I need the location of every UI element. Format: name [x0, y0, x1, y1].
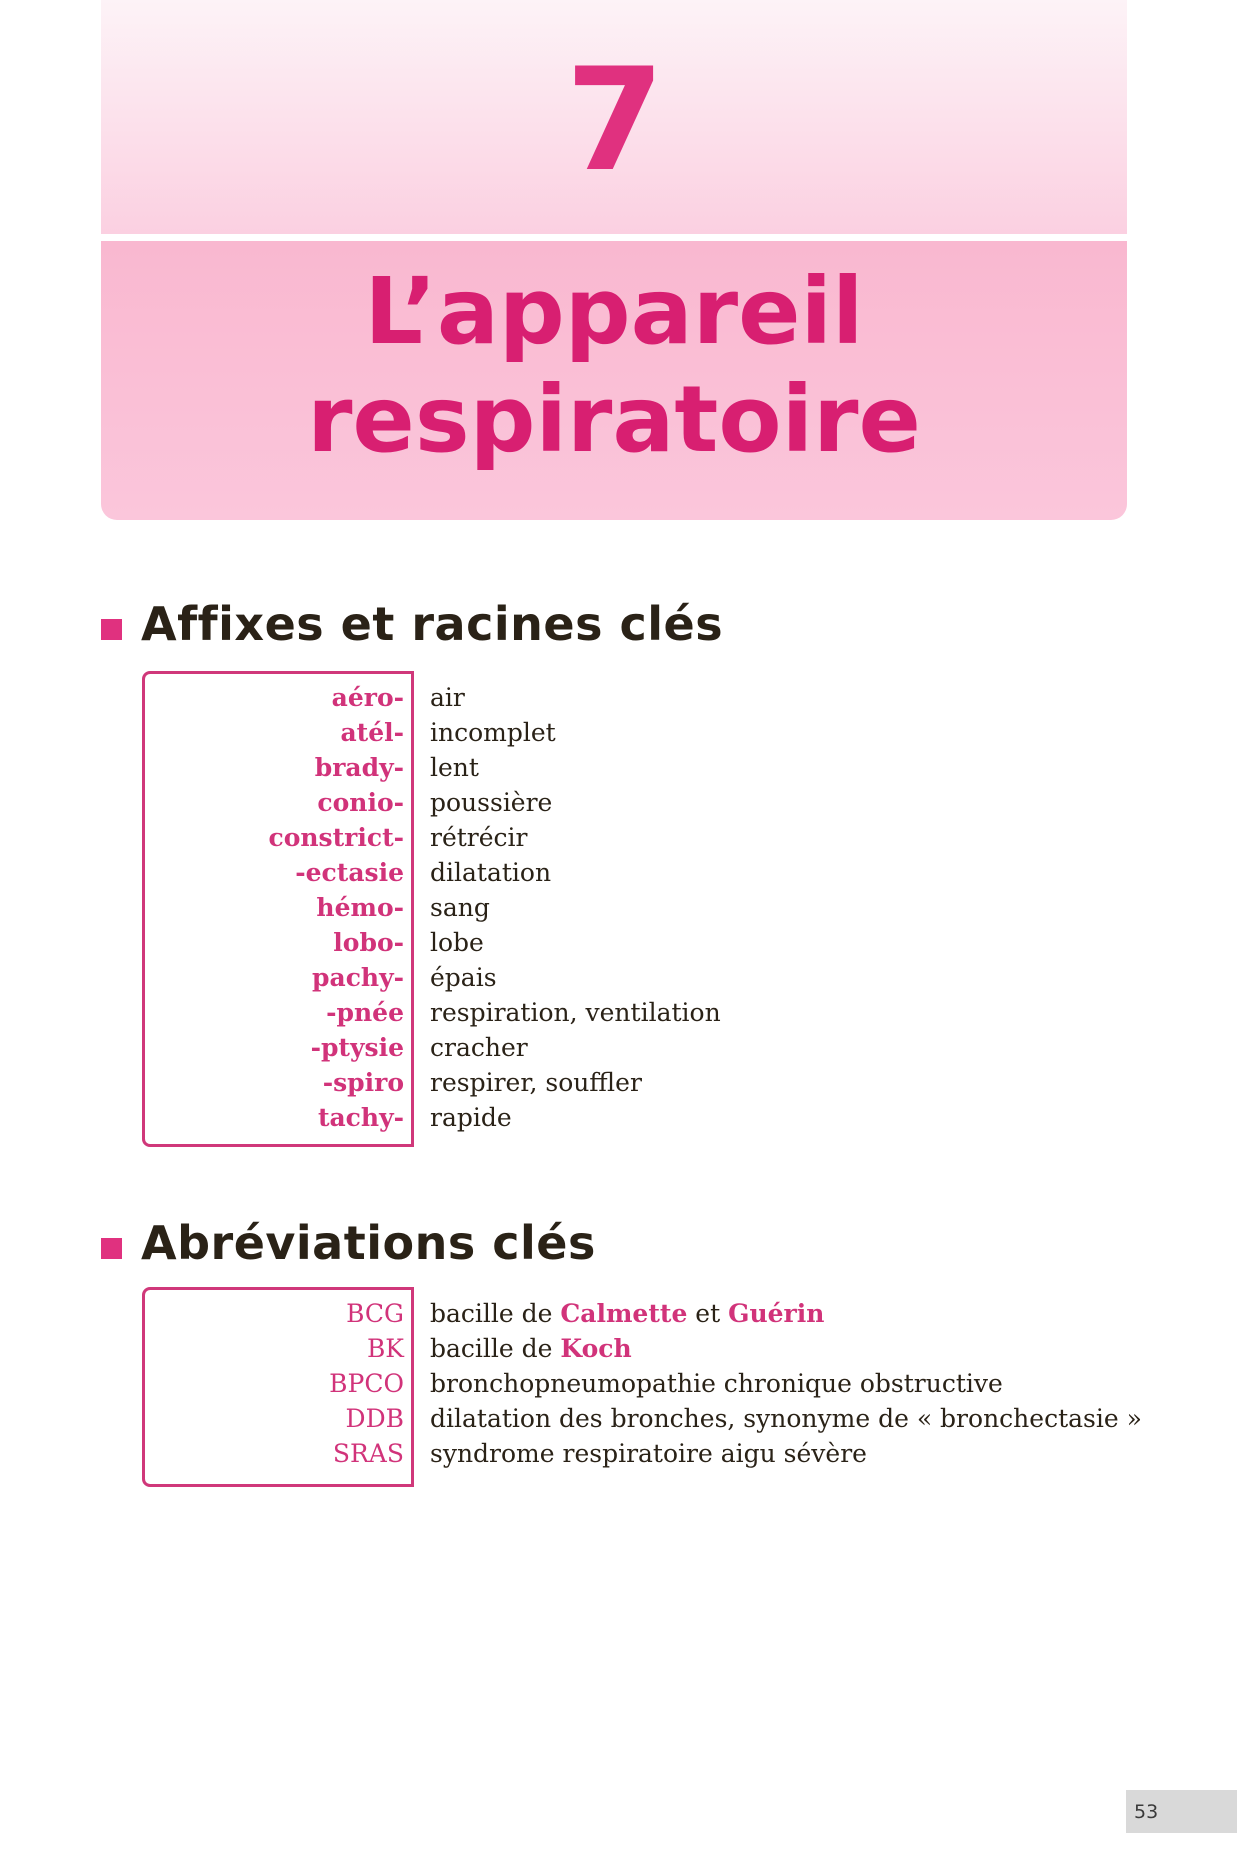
affixes-list	[142, 680, 721, 1135]
abbreviation-term: BCG	[346, 1299, 404, 1328]
chapter-number: 7	[565, 38, 663, 203]
list-item	[142, 1331, 1142, 1366]
abbreviation-term: DDB	[345, 1404, 404, 1433]
affix-definition: respirer, souffler	[430, 1068, 642, 1097]
affix-term: pachy-	[312, 963, 404, 992]
abbreviations-list	[142, 1296, 1142, 1471]
list-item	[142, 855, 721, 890]
definition-text: bacille de	[430, 1299, 561, 1328]
section-bullet-icon	[101, 1238, 122, 1259]
chapter-title	[307, 258, 921, 474]
section-heading-affixes	[101, 597, 723, 651]
list-item	[142, 995, 721, 1030]
abbreviation-term: BPCO	[329, 1369, 404, 1398]
section-bullet-icon	[101, 619, 122, 640]
abbreviation-term: SRAS	[332, 1439, 404, 1468]
affix-definition: sang	[430, 893, 490, 922]
list-item	[142, 785, 721, 820]
affix-term: -pnée	[326, 998, 404, 1027]
affix-definition: air	[430, 683, 465, 712]
list-item	[142, 820, 721, 855]
affix-definition: épais	[430, 963, 497, 992]
list-item	[142, 1436, 1142, 1471]
abbreviation-definition	[430, 1299, 824, 1328]
abbreviation-definition: syndrome respiratoire aigu sévère	[430, 1439, 867, 1468]
affix-term: -ectasie	[295, 858, 404, 887]
affix-term: aéro-	[331, 683, 404, 712]
list-item	[142, 750, 721, 785]
affix-definition: rétrécir	[430, 823, 528, 852]
abbreviation-term: BK	[366, 1334, 404, 1363]
list-item	[142, 1366, 1142, 1401]
chapter-title-band	[101, 241, 1127, 520]
affix-definition: dilatation	[430, 858, 552, 887]
list-item	[142, 715, 721, 750]
definition-highlight: Koch	[560, 1334, 632, 1363]
abbreviation-definition	[430, 1334, 632, 1363]
definition-highlight: Guérin	[728, 1299, 825, 1328]
affix-term: brady-	[314, 753, 404, 782]
abbreviation-definition: bronchopneumopathie chronique obstructive	[430, 1369, 1003, 1398]
list-item	[142, 1030, 721, 1065]
affix-term: tachy-	[317, 1103, 404, 1132]
list-item	[142, 1100, 721, 1135]
affix-definition: rapide	[430, 1103, 512, 1132]
list-item	[142, 960, 721, 995]
affix-definition: cracher	[430, 1033, 528, 1062]
section-title: Affixes et racines clés	[141, 597, 724, 651]
list-item	[142, 890, 721, 925]
chapter-number-band	[101, 0, 1127, 234]
section-heading-abbreviations	[101, 1216, 596, 1270]
affix-term: -spiro	[322, 1068, 404, 1097]
affix-definition: lent	[430, 753, 479, 782]
list-item	[142, 925, 721, 960]
definition-text: bacille de	[430, 1334, 561, 1363]
affix-term: conio-	[317, 788, 404, 817]
page-number: 53	[1126, 1790, 1237, 1833]
affix-term: atél-	[340, 718, 404, 747]
affix-term: -ptysie	[310, 1033, 404, 1062]
affix-definition: poussière	[430, 788, 553, 817]
list-item	[142, 680, 721, 715]
affix-definition: incomplet	[430, 718, 556, 747]
affix-term: constrict-	[268, 823, 404, 852]
list-item	[142, 1401, 1142, 1436]
section-title: Abréviations clés	[141, 1216, 596, 1270]
list-item	[142, 1296, 1142, 1331]
affix-term: lobo-	[333, 928, 404, 957]
abbreviation-definition: dilatation des bronches, synonyme de « bronchectasie »	[430, 1404, 1142, 1433]
definition-text: et	[687, 1299, 729, 1328]
chapter-title-line-1: L’appareil	[364, 257, 864, 365]
affix-term: hémo-	[316, 893, 404, 922]
list-item	[142, 1065, 721, 1100]
affix-definition: respiration, ventilation	[430, 998, 721, 1027]
definition-highlight: Calmette	[560, 1299, 688, 1328]
chapter-title-line-2: respiratoire	[307, 365, 921, 473]
affix-definition: lobe	[430, 928, 484, 957]
